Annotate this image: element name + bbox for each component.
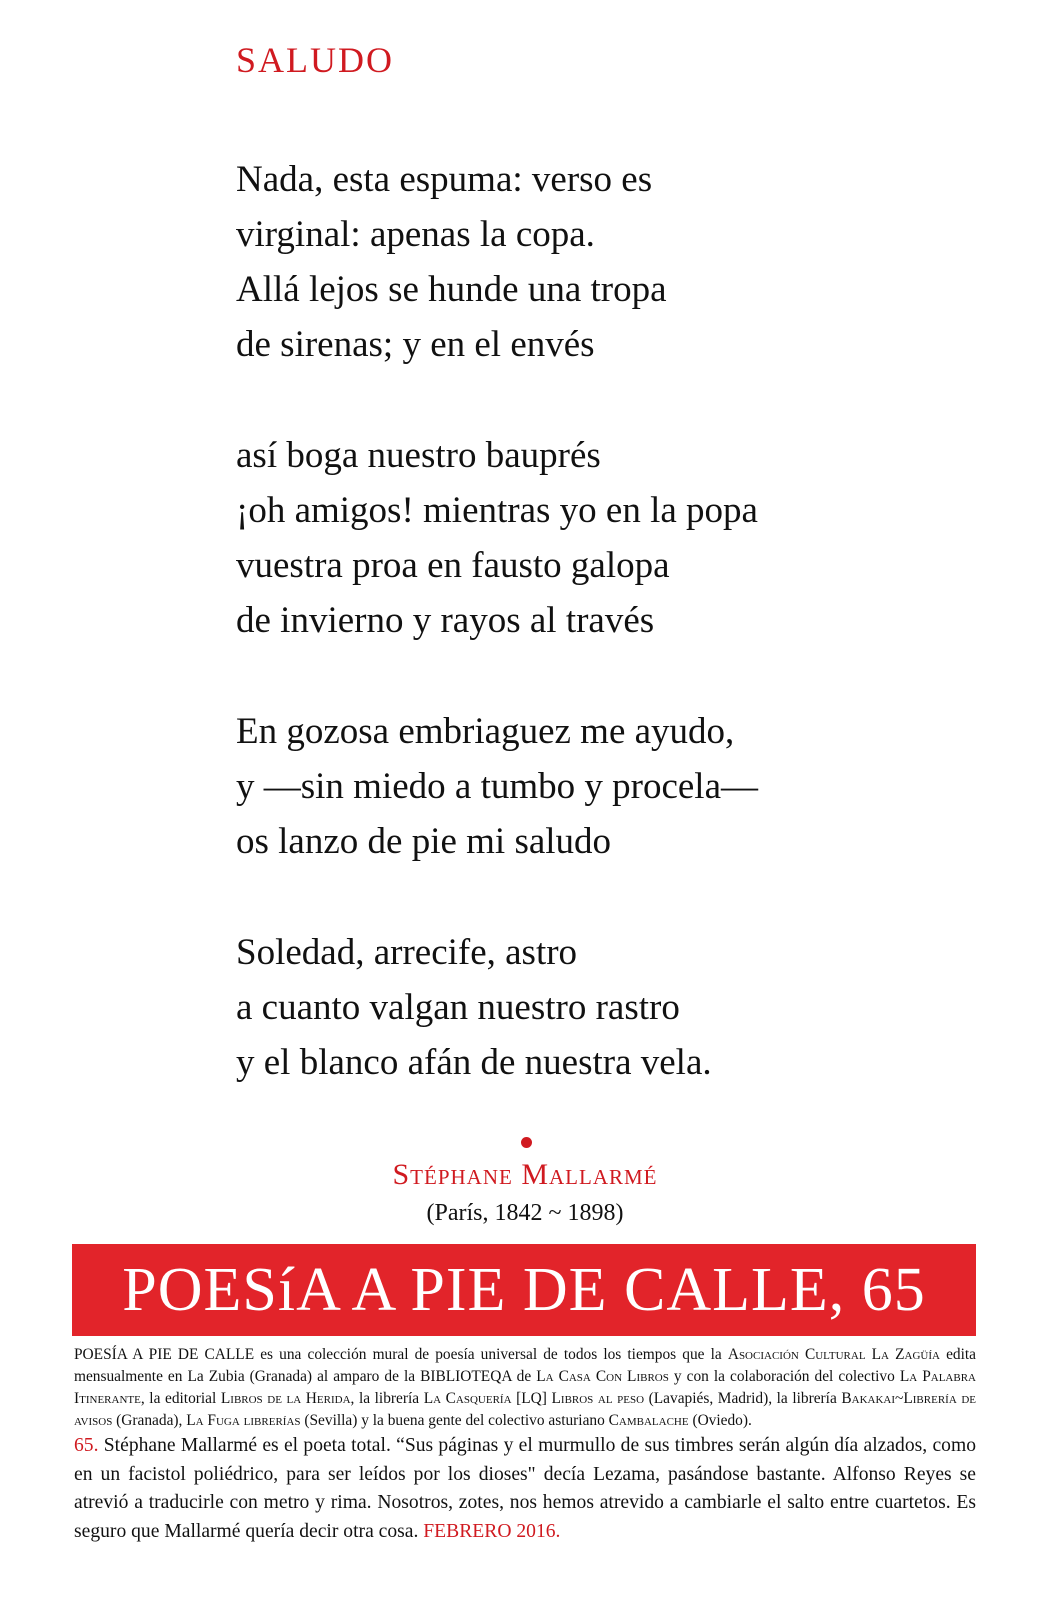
colophon-org: La Casquería [423,1390,512,1407]
colophon-org: Cambalache [608,1412,689,1429]
colophon-text: edita mensualmente en La Zubia (Granada) al amparo de la BIBLIOTEQA de [74,1346,976,1385]
colophon-org: Bakakai~Librería de avisos [74,1390,977,1429]
stanza-2 [236,428,956,648]
stanza-1 [236,152,956,372]
poem-line: de sirenas; y en el envés [236,324,595,365]
banner-text: POESíA A PIE DE CALLE, 65 [122,1255,926,1324]
poem-line: En gozosa embriaguez me ayudo, [236,711,735,752]
colophon-text: [LQ] [511,1390,552,1407]
poem-line: Nada, esta espuma: verso es [236,159,653,200]
poem-line: Allá lejos se hunde una tropa [236,269,667,310]
stanza-4 [236,925,956,1090]
colophon-text: , la librería [350,1390,424,1407]
note-text: Stéphane Mallarmé es el poeta total. “Sus páginas y el murmullo de sus timbres serán algún día alzados, como en un facistol poliédrico, para ser leídos por los dioses" decía Lezama, pasándose bastante. Alfonso Reyes se atrevió a traducirle con metro y rima. Nosotros, zotes, nos hemos atrevido a cambiarle el salto entre cuartetos. Es seguro que Mallarmé quería decir otra cosa. [74,1435,976,1542]
poem-line: vuestra proa en fausto galopa [236,545,670,586]
colophon-org: Libros al peso [551,1390,645,1407]
colophon-text: , la editorial [140,1390,221,1407]
colophon-org: La Casa Con Libros [536,1368,669,1385]
colophon-text: (Granada), [112,1412,187,1429]
author-name: Stéphane Mallarmé [392,1158,658,1191]
poem-line: y el blanco afán de nuestra vela. [236,1042,712,1083]
colophon-text: POESÍA A PIE DE CALLE es una colección mural de poesía universal de todos los tiempos que la [74,1346,728,1363]
stanza-3 [236,704,956,869]
colophon-text: (Sevilla) y la buena gente del colectivo asturiano [300,1412,609,1429]
red-dot-ornament [521,1137,532,1148]
issue-number: 65. [74,1435,99,1456]
author-dates: (París, 1842 ~ 1898) [426,1200,624,1226]
colophon-org: La Palabra Itinerante [74,1368,976,1407]
colophon-org: Libros de la Herida [220,1390,351,1407]
issue-date: FEBRERO 2016. [423,1520,561,1542]
colophon-text: (Lavapiés, Madrid), la librería [644,1390,842,1407]
poem-line: así boga nuestro bauprés [236,435,601,476]
poem-line: ¡oh amigos! mientras yo en la popa [236,490,758,531]
poem-line: de invierno y rayos al través [236,600,655,641]
edition-note [74,1432,976,1546]
colophon-org: La Fuga librerías [186,1412,301,1429]
colophon [74,1344,976,1432]
poem-line: virginal: apenas la copa. [236,214,595,255]
poem-body [236,152,956,1146]
colophon-org: Asociación Cultural La Zagüía [727,1346,940,1363]
series-banner [72,1244,976,1336]
poem-line: Soledad, arrecife, astro [236,932,578,973]
poem-line: os lanzo de pie mi saludo [236,821,612,862]
poem-line: a cuanto valgan nuestro rastro [236,987,680,1028]
colophon-text: (Oviedo). [688,1412,752,1429]
poem-line: y —sin miedo a tumbo y procela— [236,766,759,807]
poem-title: SALUDO [236,40,395,80]
colophon-text: y con la colaboración del colectivo [668,1368,900,1385]
